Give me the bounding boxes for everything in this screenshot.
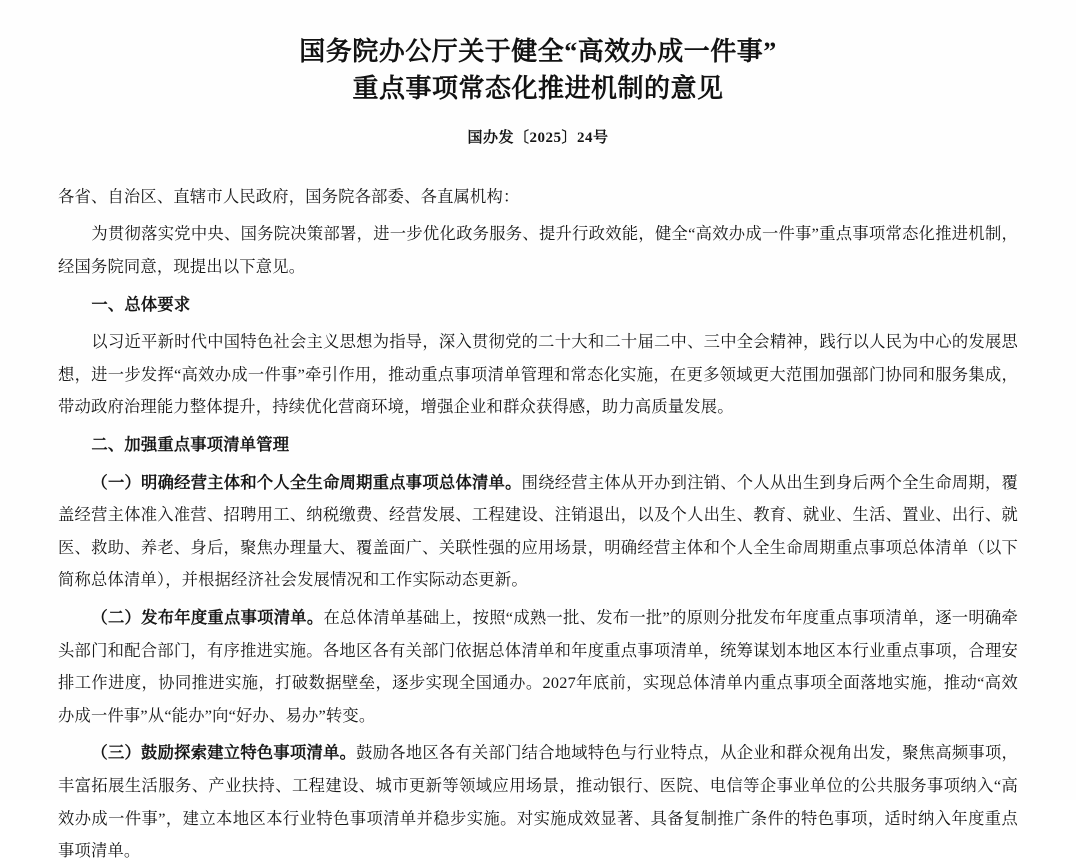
section-2-paragraph-2-text: 在总体清单基础上，按照“成熟一批、发布一批”的原则分批发布年度重点事项清单，逐一明确牵头部门和配合部门，有序推进实施。各地区各有关部门依据总体清单和年度重点事项清单，统筹谋划本地区本行业重点事项，合理安排工作进度，协同推进实施，打破数据壁垒，逐步实现全国通办。2027年底前，实现总体清单内重点事项全面落地实施，推动“高效办成一件事”从“能办”向“好办、易办”转变。 — [58, 607, 1018, 725]
section-1-paragraph-1: 以习近平新时代中国特色社会主义思想为指导，深入贯彻党的二十大和二十届二中、三中全会精神，践行以人民为中心的发展思想，进一步发挥“高效办成一件事”牵引作用，推动重点事项清单管理和常态化实施，在更多领域更大范围加强部门协同和服务集成，带动政府治理能力整体提升，持续优化营商环境，增强企业和群众获得感，助力高质量发展。 — [58, 332, 1018, 417]
preamble-paragraph: 为贯彻落实党中央、国务院决策部署，进一步优化政务服务、提升行政效能，健全“高效办成一件事”重点事项常态化推进机制，经国务院同意，现提出以下意见。 — [58, 224, 1018, 276]
title-line-2: 重点事项常态化推进机制的意见 — [352, 73, 724, 103]
section-2-paragraph-2-lead: （二）发布年度重点事项清单。 — [91, 607, 324, 627]
title-line-1: 国务院办公厅关于健全“高效办成一件事” — [299, 37, 777, 66]
section-2-paragraph-2 — [58, 602, 1018, 732]
section-2-paragraph-3 — [58, 737, 1018, 867]
section-2-paragraph-1-lead: （一）明确经营主体和个人全生命周期重点事项总体清单。 — [91, 472, 522, 492]
section-2-paragraph-1 — [58, 467, 1018, 597]
section-2-paragraph-3-lead: （三）鼓励探索建立特色事项清单。 — [91, 743, 357, 763]
document-body — [58, 181, 1018, 868]
section-2-paragraph-1-text: 围绕经营主体从开办到注销、个人从出生到身后两个全生命周期，覆盖经营主体准入准营、招聘用工、纳税缴费、经营发展、工程建设、注销退出，以及个人出生、教育、就业、生活、置业、出行、就医、救助、养老、身后，聚焦办理量大、覆盖面广、关联性强的应用场景，明确经营主体和个人全生命周期重点事项总体清单（以下简称总体清单），并根据经济社会发展情况和工作实际动态更新。 — [58, 472, 1018, 590]
page-title — [58, 34, 1018, 108]
salutation: 各省、自治区、直辖市人民政府，国务院各部委、各直属机构： — [58, 186, 520, 206]
section-heading-2: 二、加强重点事项清单管理 — [91, 434, 290, 454]
section-2-paragraph-3-text: 鼓励各地区各有关部门结合地域特色与行业特点，从企业和群众视角出发，聚焦高频事项，丰富拓展生活服务、产业扶持、工程建设、城市更新等领域应用场景，推动银行、医院、电信等企事业单位的公共服务事项纳入“高效办成一件事”，建立本地区本行业特色事项清单并稳步实施。对实施成效显著、具备复制推广条件的特色事项，适时纳入年度重点事项清单。 — [58, 743, 1018, 861]
section-heading-1: 一、总体要求 — [91, 294, 191, 314]
document-number: 国办发〔2025〕24号 — [467, 129, 609, 146]
